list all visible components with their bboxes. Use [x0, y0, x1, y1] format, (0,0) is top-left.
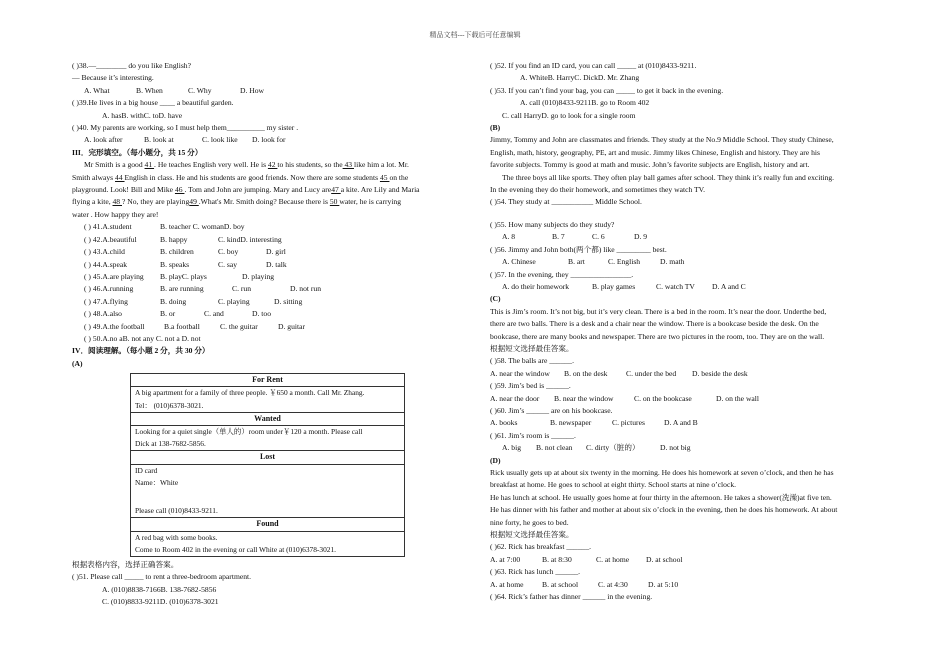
part-a-label: (A)	[72, 358, 83, 368]
option: B. look at	[144, 135, 174, 145]
question-53: ( )53. If you can’t find your bag, you can _____ to get it back in the evening.	[490, 85, 724, 95]
question-56-options: A. Chinese B. art C. English D. math	[502, 257, 685, 267]
table-instruction: 根据表格内容，选择正确答案。	[72, 560, 179, 569]
question-57-options: A. do their homework B. play games C. watch TV D. A and C	[502, 281, 746, 291]
passage-d-instruction: 根据短文选择最佳答案。	[490, 530, 574, 540]
question-51: ( )51. Please call _____ to rent a three-bedroom apartment.	[72, 572, 252, 582]
question-64: ( )64. Rick’s father has dinner ______ in the evening.	[490, 592, 653, 602]
left-column	[72, 60, 434, 609]
question-53-options-ab: A. call (010)8433-9211B. go to Room 402	[520, 98, 650, 108]
question-55: ( )55. How many subjects do they study?	[490, 219, 615, 229]
cloze-option-45: ( ) 45.A.are playing B. playC. plays D. playing	[84, 271, 275, 281]
option: B. When	[136, 85, 163, 95]
wanted-heading: Wanted	[131, 412, 405, 425]
question-52-options: A. WhiteB. HarryC. DickD. Mr. Zhang	[520, 73, 640, 83]
passage-b-line: The three boys all like sports. They often play ball games after school. They think it’s really fun and exciting.	[502, 172, 835, 182]
question-56: ( )56. Jimmy and John both(两个都) like _________ best.	[490, 244, 667, 254]
passage-d-line: breakfast at home. He goes to school at eight thirty. School starts at nine o’clock.	[490, 480, 737, 490]
question-61: ( )61. Jim’s room is ______.	[490, 430, 576, 440]
question-60-options: A. books B. newspaper C. pictures D. A and B	[490, 418, 698, 428]
cloze-option-50: ( ) 50.A.no aB. not any C. not a D. not	[84, 333, 201, 343]
found-heading: Found	[131, 518, 405, 531]
cloze-line-3: playground. Look! Bill and Mike 46 . Tom and John are jumping. Mary and Lucy are47 a kite. Are Lily and Maria	[72, 185, 420, 195]
option: C. look like	[202, 135, 238, 145]
for-rent-heading: For Rent	[131, 374, 405, 387]
question-63-options: A. at home B. at school C. at 4:30 D. at 5:10	[490, 579, 679, 589]
question-39-options: A. hasB. withC. toD. have	[102, 110, 183, 120]
passage-c-line: bookcase, there are many books and newspaper. There are two pictures in the room, too. They are on the wall.	[490, 331, 825, 341]
part-c-label: (C)	[490, 294, 501, 304]
question-58-options: A. near the window B. on the desk C. under the bed D. beside the desk	[490, 368, 748, 378]
question-38: ( )38.—________ do you like English?	[72, 61, 191, 70]
question-57: ( )57. In the evening, they ________________.	[490, 269, 634, 279]
cloze-option-49: ( ) 49.A.the football B.a football C. the guitar D. guitar	[84, 321, 305, 331]
section-4-title: IV．阅读理解。（每小题 2 分，共 30 分）	[72, 346, 210, 356]
cloze-option-42: ( ) 42.A.beautiful B. happy C. kindD. interesting	[84, 234, 282, 244]
cloze-line-2: Smith always 44 English in class. He and his students are good friends. Now there are some students 45 on the	[72, 172, 409, 182]
option: A. look after	[84, 135, 123, 145]
cloze-line-4: flying a kite, 48 ? No, they are playing49 .What's Mr. Smith doing? Because there is 50 water, he is carrying	[72, 197, 402, 207]
question-51-options-ab: A. (010)8838-7166B. 138-7682-5856	[102, 584, 217, 594]
passage-d-line: nine forty, he goes to bed.	[490, 517, 569, 527]
question-58: ( )58. The balls are ______.	[490, 356, 575, 366]
question-40: ( )40. My parents are working, so I must help them__________ my sister .	[72, 123, 299, 133]
question-38-answer: — Because it’s interesting.	[72, 73, 154, 83]
section-3-title: III．完形填空。（每小题分，共 15 分）	[72, 147, 203, 157]
cloze-option-44: ( ) 44.A.speak B. speaks C. say D. talk	[84, 259, 287, 269]
passage-c-instruction: 根据短文选择最佳答案。	[490, 343, 574, 353]
ads-table	[130, 373, 405, 557]
passage-c-line: there are two balls. There is a desk and a chair near the window. There is a bookcase beside the desk. On the	[490, 319, 819, 329]
option: D. look for	[252, 135, 286, 145]
option: C. Why	[188, 85, 212, 95]
passage-b-line: favorite subjects. Tommy is good at math and music. John’s favorite subjects are English, history and art.	[490, 160, 810, 170]
part-d-label: (D)	[490, 455, 501, 465]
page-header: 精品文档---下载后可任意编辑	[429, 31, 521, 39]
question-52: ( )52. If you find an ID card, you can call _____ at (010)8433-9211.	[490, 61, 697, 70]
option: A. What	[84, 85, 110, 95]
lost-heading: Lost	[131, 451, 405, 464]
question-63: ( )63. Rick has lunch ______.	[490, 567, 581, 577]
question-59-options: A. near the door B. near the window C. on the bookcase D. on the wall	[490, 393, 760, 403]
wanted-content: Looking for a quiet single（单人的）room under￥120 a month. Please call Dick at 138-7682-5856.	[131, 425, 405, 450]
question-40-options	[72, 134, 434, 146]
question-55-options: A. 8 B. 7 C. 6 D. 9	[502, 232, 648, 242]
question-62: ( )62. Rick has breakfast ______.	[490, 542, 592, 552]
passage-c-line: This is Jim’s room. It’s not big, but it’s very clean. There is a bed in the room. It’s near the door. Underthe bed,	[490, 306, 827, 316]
right-column	[490, 60, 875, 603]
cloze-line-1: Mr Smith is a good 41 . He teaches English very well. He is 42 to his students, so the 43 like him a lot. Mr.	[84, 160, 409, 170]
passage-d-line: He has dinner with his father and mother at about six o’clock in the evening, then he does his homework. At about	[490, 505, 838, 515]
question-39: ( )39.He lives in a big house ____ a beautiful garden.	[72, 98, 234, 108]
for-rent-content: A big apartment for a family of three people. ￥650 a month. Call Mr. Zhang. Tel： (010)6378-3021.	[131, 387, 405, 412]
option: D. How	[240, 85, 265, 95]
question-61-options: A. big B. not clean C. dirty（脏的） D. not big	[502, 443, 691, 453]
passage-d-line: Rick usually gets up at about six twenty in the morning. He does his homework at seven o’clock, and then he has	[490, 468, 834, 477]
question-38-options	[72, 85, 434, 97]
question-54: ( )54. They study at ___________ Middle School.	[490, 197, 642, 207]
lost-content: ID card Name：White Please call (010)8433-9211.	[131, 464, 405, 518]
cloze-option-47: ( ) 47.A.flying B. doing C. playing D. sitting	[84, 296, 303, 306]
passage-d-line: He has lunch at school. He usually goes home at four thirty in the afternoon. He takes a shower(洗澡)at five ten.	[490, 492, 832, 502]
passage-b-line: In the evening they do their homework, and sometimes they watch TV.	[490, 185, 706, 195]
cloze-option-41: ( ) 41.A.student B. teacher C. womanD. boy	[84, 222, 245, 232]
passage-b-line: Jimmy, Tommy and John are classmates and friends. They study at the No.9 Middle School. They study Chinese,	[490, 135, 834, 145]
passage-b-line: English, math, history, geography, PE, art and music. Jimmy likes Chinese, English and history. They are his	[490, 147, 820, 157]
cloze-option-43: ( ) 43.A.child B. children C. boy D. girl	[84, 247, 286, 257]
question-53-options-cd: C. call HarryD. go to look for a single room	[502, 110, 636, 120]
question-51-options-cd: C. (010)8833-9211D. (010)6378-3021	[102, 597, 219, 607]
found-content: A red bag with some books. Come to Room 402 in the evening or call White at (010)6378-3021.	[131, 531, 405, 556]
cloze-option-46: ( ) 46.A.running B. are running C. run D. not run	[84, 284, 322, 294]
question-60: ( )60. Jim’s ______ are on his bookcase.	[490, 405, 613, 415]
question-62-options: A. at 7:00 B. at 8:30 C. at home D. at school	[490, 554, 683, 564]
cloze-line-5: water . How happy they are!	[72, 209, 159, 219]
cloze-option-48: ( ) 48.A.also B. or C. and D. too	[84, 309, 271, 319]
part-b-label: (B)	[490, 123, 501, 133]
question-59: ( )59. Jim’s bed is ______.	[490, 381, 571, 391]
